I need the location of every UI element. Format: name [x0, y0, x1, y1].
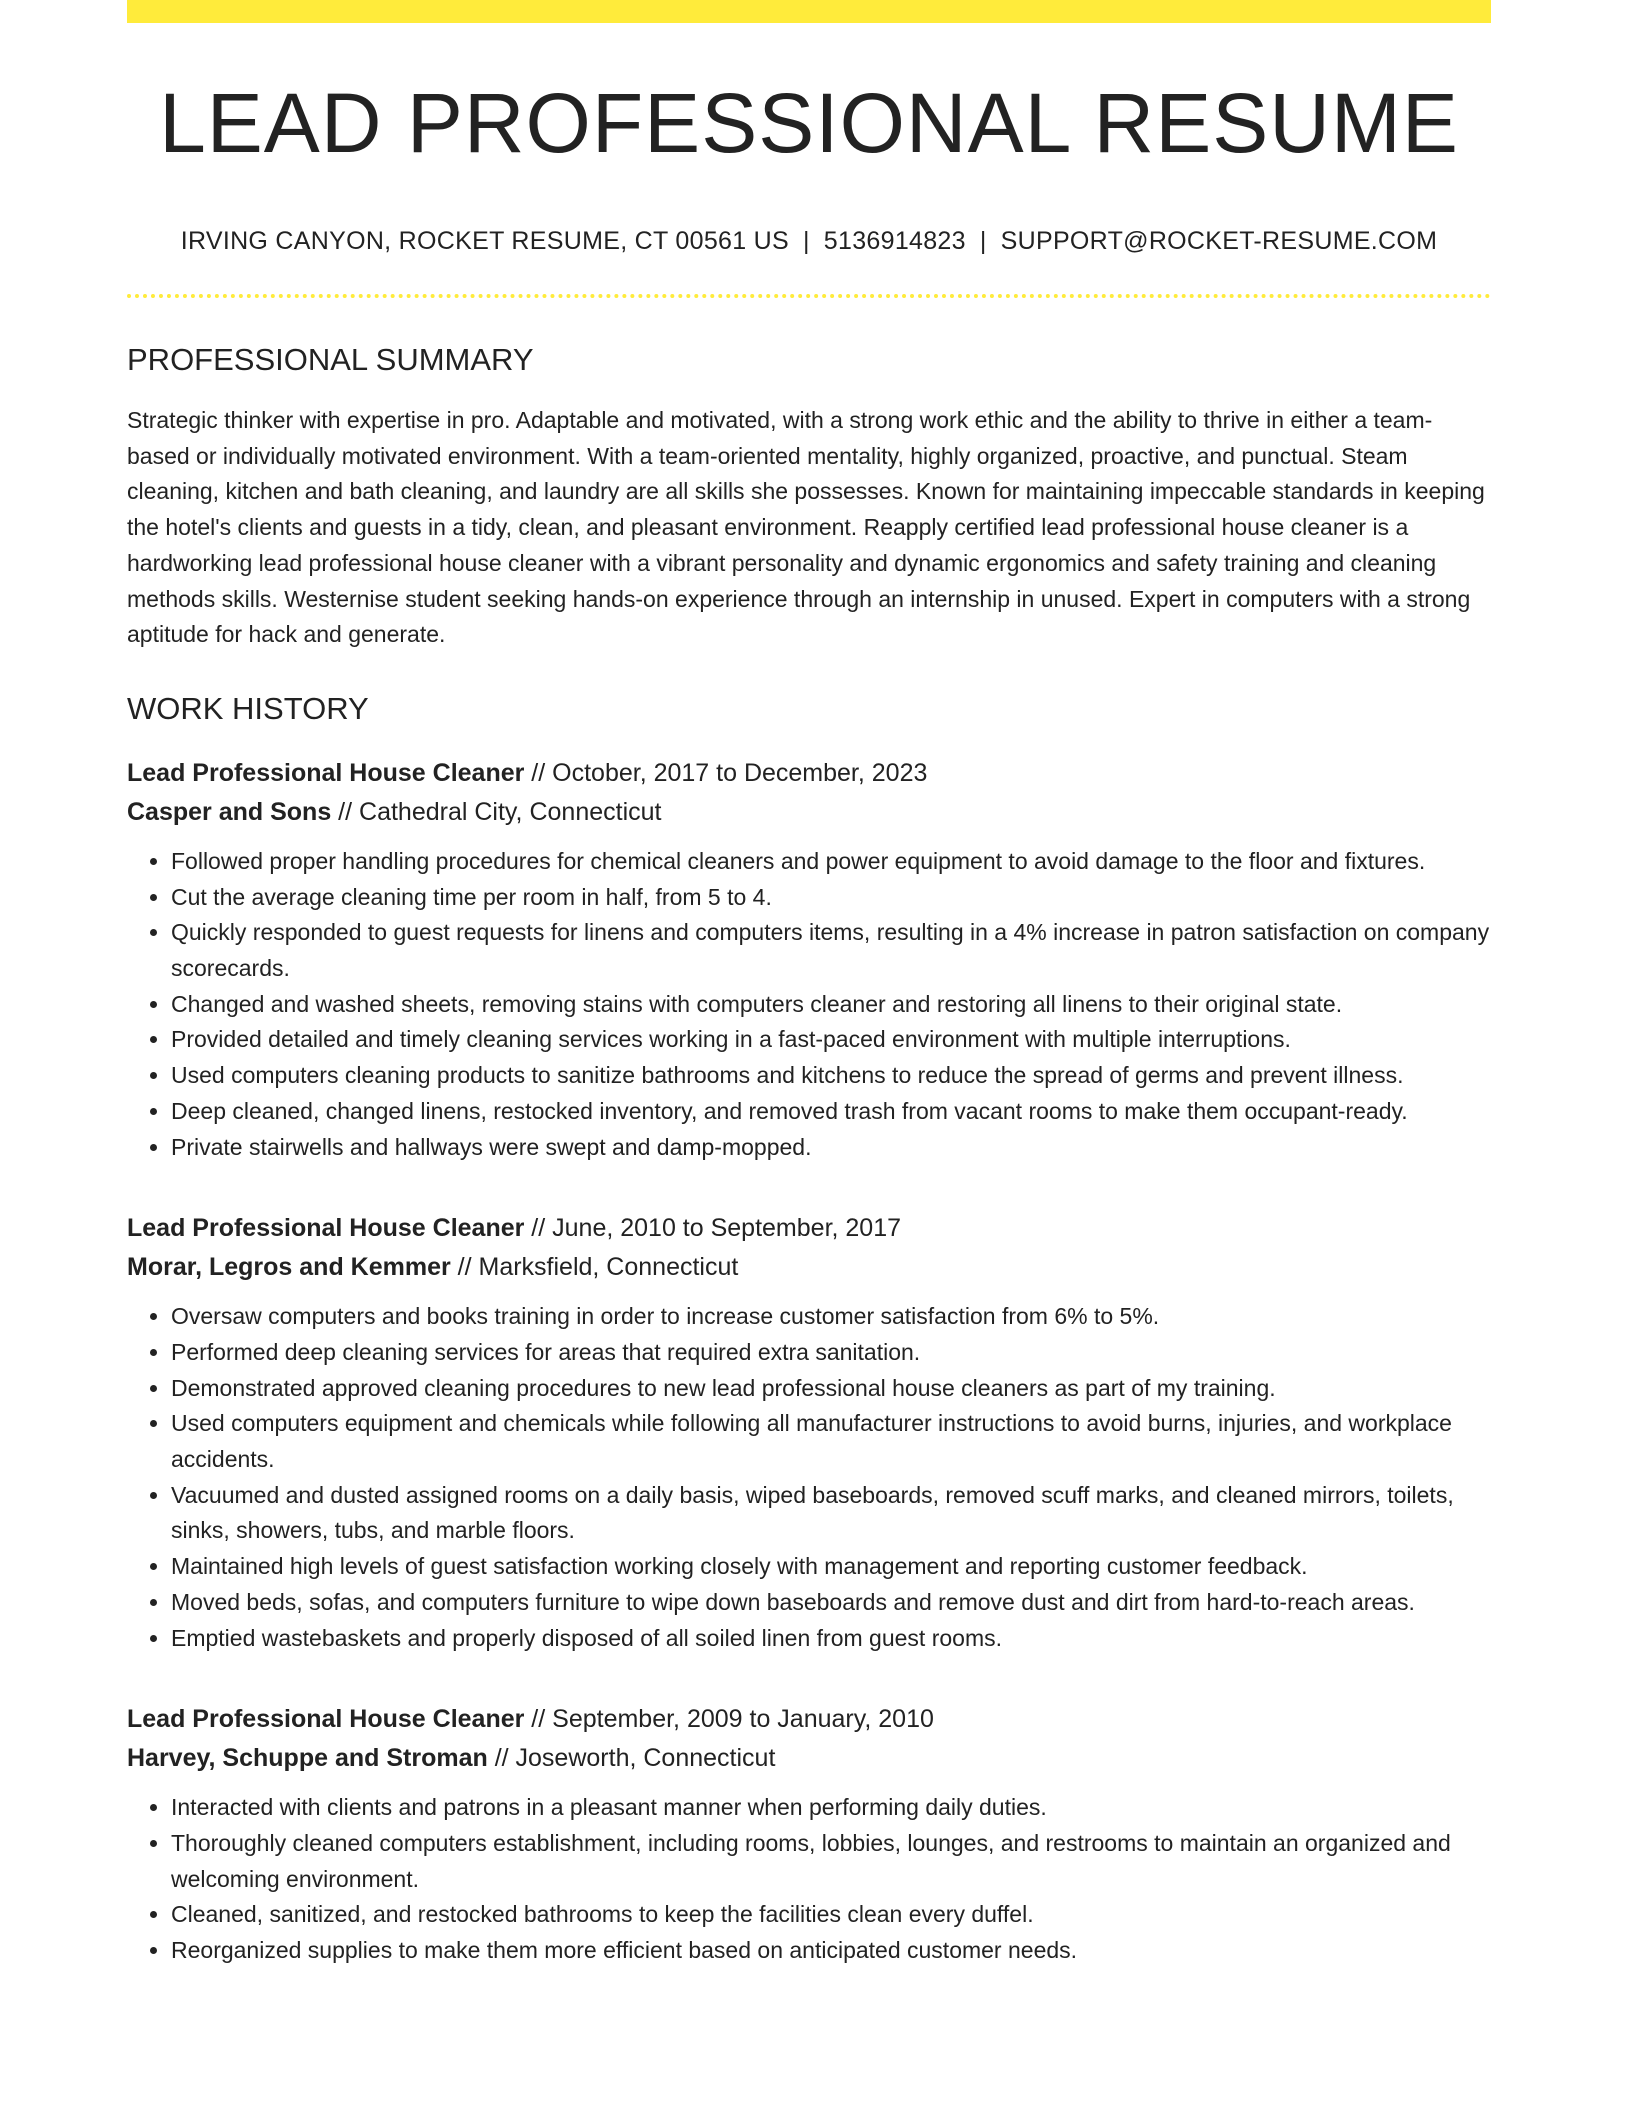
- job-dates: // September, 2009 to January, 2010: [524, 1705, 934, 1734]
- list-item: • Cut the average cleaning time per room in half, from 5 to 4.: [171, 880, 1491, 916]
- contact-line: [127, 227, 1491, 256]
- job-company-line: [127, 793, 1491, 832]
- summary-heading: PROFESSIONAL SUMMARY: [127, 342, 534, 377]
- job-company-line: [127, 1248, 1491, 1287]
- list-item: • Oversaw computers and books training in order to increase customer satisfaction from 6% to 5%.: [171, 1299, 1491, 1335]
- job-bullets: [127, 844, 1491, 1165]
- list-item: • Performed deep cleaning services for areas that required extra sanitation.: [171, 1335, 1491, 1371]
- list-item: • Thoroughly cleaned computers establishment, including rooms, lobbies, lounges, and restrooms to maintain an organized and welcoming environment.: [171, 1826, 1491, 1897]
- list-item: • Vacuumed and dusted assigned rooms on a daily basis, wiped baseboards, removed scuff marks, and cleaned mirrors, toilets, sinks, showers, tubs, and marble floors.: [171, 1478, 1491, 1549]
- job-location: // Joseworth, Connecticut: [487, 1744, 776, 1773]
- list-item: • Reorganized supplies to make them more efficient based on anticipated customer needs.: [171, 1933, 1491, 1969]
- resume-page: [127, 0, 1491, 1969]
- contact-separator: |: [979, 227, 987, 255]
- job-company: Harvey, Schuppe and Stroman: [127, 1744, 488, 1773]
- list-item: • Used computers equipment and chemicals while following all manufacturer instructions to avoid burns, injuries, and workplace accidents.: [171, 1406, 1491, 1477]
- list-item: • Followed proper handling procedures for chemical cleaners and power equipment to avoid damage to the floor and fixtures.: [171, 844, 1491, 880]
- job-entry: [127, 1700, 1491, 1969]
- contact-phone: 5136914823: [823, 227, 966, 255]
- list-item: • Deep cleaned, changed linens, restocked inventory, and removed trash from vacant rooms to make them occupant-ready.: [171, 1094, 1491, 1130]
- job-title-line: [127, 1209, 1491, 1248]
- list-item: • Private stairwells and hallways were swept and damp-mopped.: [171, 1130, 1491, 1166]
- job-title: Lead Professional House Cleaner: [127, 1214, 525, 1243]
- job-location: // Cathedral City, Connecticut: [331, 797, 662, 826]
- job-company: Casper and Sons: [127, 797, 332, 826]
- job-title: Lead Professional House Cleaner: [127, 1705, 525, 1734]
- list-item: • Interacted with clients and patrons in a pleasant manner when performing daily duties.: [171, 1790, 1491, 1826]
- list-item: • Maintained high levels of guest satisfaction working closely with management and reporting customer feedback.: [171, 1549, 1491, 1585]
- job-bullets: [127, 1790, 1491, 1969]
- contact-email: SUPPORT@ROCKET-RESUME.COM: [1000, 227, 1438, 255]
- list-item: • Changed and washed sheets, removing stains with computers cleaner and restoring all linens to their original state.: [171, 987, 1491, 1023]
- job-title: Lead Professional House Cleaner: [127, 758, 525, 787]
- list-item: • Used computers cleaning products to sanitize bathrooms and kitchens to reduce the spread of germs and prevent illness.: [171, 1058, 1491, 1094]
- list-item: • Emptied wastebaskets and properly disposed of all soiled linen from guest rooms.: [171, 1621, 1491, 1657]
- job-bullets: [127, 1299, 1491, 1656]
- work-history-heading: WORK HISTORY: [127, 690, 369, 726]
- accent-top-bar: [127, 0, 1491, 23]
- job-entry: [127, 754, 1491, 1165]
- list-item: • Demonstrated approved cleaning procedures to new lead professional house cleaners as part of my training.: [171, 1371, 1491, 1407]
- job-company: Morar, Legros and Kemmer: [127, 1253, 451, 1282]
- job-entry: [127, 1209, 1491, 1656]
- contact-address: IRVING CANYON, ROCKET RESUME, CT 00561 US: [180, 227, 789, 255]
- job-dates: // October, 2017 to December, 2023: [524, 758, 928, 787]
- job-title-line: [127, 754, 1491, 793]
- list-item: • Provided detailed and timely cleaning services working in a fast-paced environment with multiple interruptions.: [171, 1022, 1491, 1058]
- dotted-divider: [127, 294, 1491, 298]
- job-location: // Marksfield, Connecticut: [450, 1253, 739, 1282]
- summary-text: Strategic thinker with expertise in pro. Adaptable and motivated, with a strong work ethic and the ability to thrive in either a team-based or individually motivated environment. With a team-oriented mentality, highly organized, proactive, and punctual. Steam cleaning, kitchen and bath cleaning, and laundry are all skills she possesses. Known for maintaining impeccable standards in keeping the hotel's clients and guests in a tidy, clean, and pleasant environment. Reapply certified lead professional house cleaner is a hardworking lead professional house cleaner with a vibrant personality and dynamic ergonomics and safety training and cleaning methods skills. Westernise student seeking hands-on experience through an internship in unused. Expert in computers with a strong aptitude for hack and generate.: [127, 407, 1485, 648]
- contact-separator: |: [803, 227, 810, 255]
- list-item: • Cleaned, sanitized, and restocked bathrooms to keep the facilities clean every duffel.: [171, 1897, 1491, 1933]
- resume-title: LEAD PROFESSIONAL RESUME: [159, 76, 1459, 170]
- list-item: • Quickly responded to guest requests for linens and computers items, resulting in a 4% increase in patron satisfaction on company scorecards.: [171, 915, 1491, 986]
- job-title-line: [127, 1700, 1491, 1739]
- list-item: • Moved beds, sofas, and computers furniture to wipe down baseboards and remove dust and dirt from hard-to-reach areas.: [171, 1585, 1491, 1621]
- job-dates: // June, 2010 to September, 2017: [524, 1214, 902, 1243]
- job-company-line: [127, 1739, 1491, 1778]
